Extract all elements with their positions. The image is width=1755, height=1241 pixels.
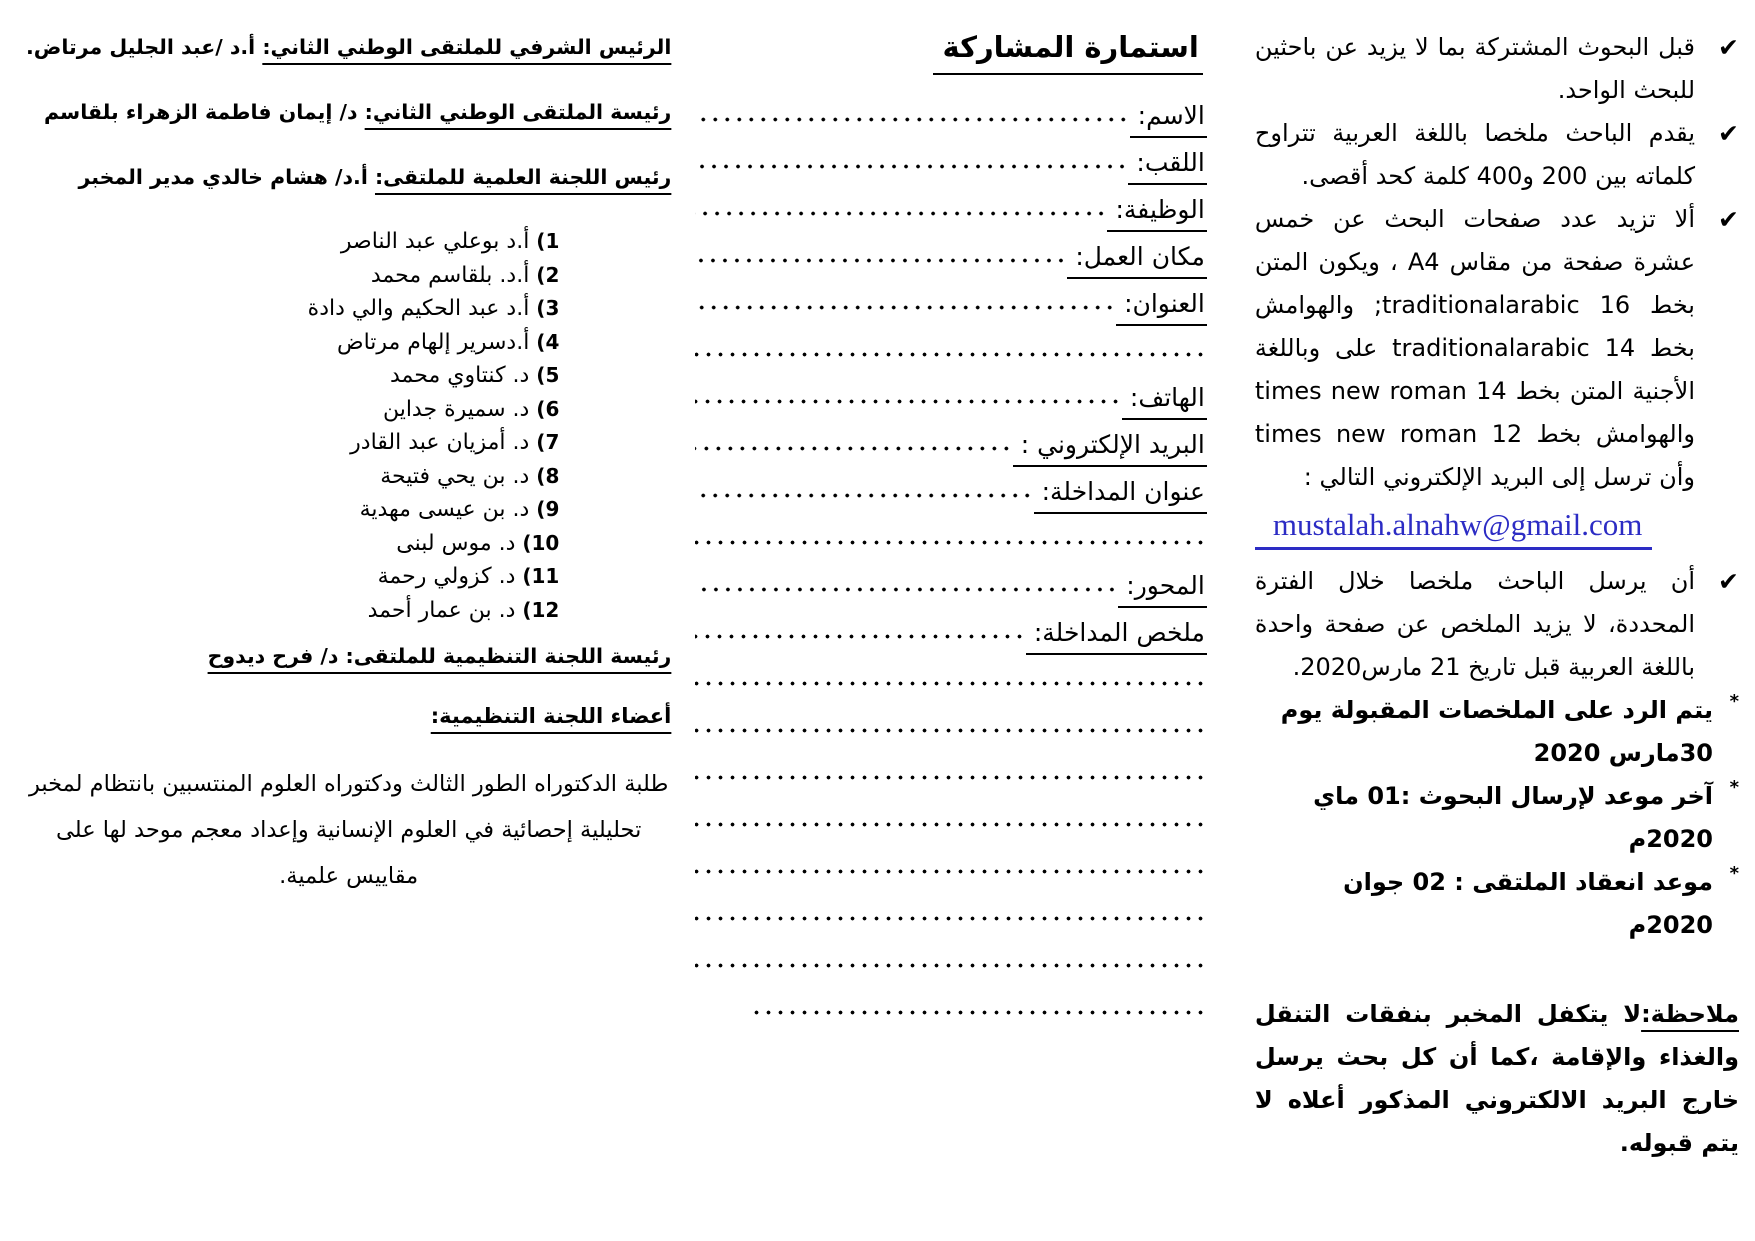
- dotted-line: [695, 348, 1207, 361]
- honorary-president-line: [26, 30, 671, 64]
- member-number: 7): [529, 430, 560, 454]
- form-row-dotted: [695, 655, 1207, 702]
- conference-president-name: د/ إيمان فاطمة الزهراء بلقاسم: [43, 100, 358, 124]
- dotted-line: [695, 395, 1122, 408]
- guideline-item: [1255, 198, 1739, 499]
- honorary-president-title: الرئيس الشرفي للملتقى الوطني الثاني:: [262, 35, 672, 59]
- dotted-line: [695, 160, 1128, 173]
- checkmark-icon: ✔: [1718, 567, 1739, 596]
- organizing-members-heading: [26, 699, 671, 733]
- checkmark-icon: ✔: [1718, 119, 1739, 148]
- dotted-line: [695, 207, 1107, 220]
- member-name: أ.د. بلقاسم محمد: [370, 262, 530, 288]
- form-row-dotted: [695, 890, 1207, 937]
- form-row: [695, 561, 1207, 608]
- member-name: د. بن عيسى مهدية: [359, 497, 530, 522]
- committee-member: [26, 359, 559, 393]
- guidelines-list: [1255, 26, 1739, 1165]
- member-number: 9): [529, 497, 560, 521]
- scientific-chair-title: رئيس اللجنة العلمية للملتقى:: [374, 165, 672, 189]
- form-row: [695, 91, 1207, 138]
- member-name: د. بن يحي فتيحة: [380, 463, 530, 489]
- dotted-line: [695, 959, 1207, 972]
- committee-column: [0, 0, 683, 1241]
- honorary-president-name: أ.د /عبد الجليل مرتاض.: [26, 35, 256, 59]
- conference-president-title: رئيسة الملتقى الوطني الثاني:: [364, 100, 672, 124]
- form-row-dotted: [695, 937, 1207, 984]
- member-number: 1): [529, 229, 560, 253]
- dotted-line: [695, 771, 1207, 784]
- form-row: [695, 467, 1207, 514]
- dotted-line: [695, 442, 1012, 455]
- committee-member: [26, 594, 559, 628]
- form-field-label: الوظيفة:: [1107, 194, 1206, 232]
- committee-member: [26, 292, 559, 326]
- guideline-text: أن يرسل الباحث ملخصا خلال الفترة المحددة، لا يزيد الملخص عن صفحة واحدة باللغة العربية قبل تاريخ 21 مارس2020.: [1254, 567, 1695, 681]
- form-row: [695, 232, 1207, 279]
- form-title-text: استمارة المشاركة: [933, 30, 1203, 75]
- form-field-label: ملخص المداخلة:: [1026, 617, 1207, 655]
- member-number: 11): [515, 564, 560, 588]
- form-row-dotted: [695, 843, 1207, 890]
- note-text: لا يتكفل المخبر بنفقات التنقل والغذاء والإقامة ،كما أن كل بحث يرسل خارج البريد الالكتروني المذكور أعلاه لا يتم قبوله.: [1254, 1000, 1739, 1157]
- form-field-label: الهاتف:: [1122, 382, 1207, 420]
- asterisk-icon: *: [1729, 691, 1739, 712]
- dotted-line: [695, 630, 1025, 643]
- member-name: د. بن عمار أحمد: [367, 597, 516, 623]
- form-row-dotted: [747, 984, 1207, 1031]
- organizing-chair-line: رئيسة اللجنة التنظيمية للملتقى: د/ فرح ديدوح: [207, 644, 672, 668]
- scientific-chair-line: [26, 160, 671, 194]
- form-field-label: المحور:: [1118, 570, 1207, 608]
- form-rows: [695, 91, 1207, 1031]
- member-number: 2): [529, 262, 560, 287]
- committee-member: [26, 326, 559, 360]
- form-row-dotted: [695, 514, 1207, 561]
- member-number: 3): [529, 296, 560, 320]
- form-row-dotted: [695, 702, 1207, 749]
- dotted-line: [695, 865, 1207, 878]
- deadline-item: [1255, 861, 1739, 947]
- email-row: [1255, 507, 1739, 550]
- form-row: [695, 185, 1207, 232]
- guideline-text: يقدم الباحث ملخصا باللغة العربية تتراوح كلماته بين 200 و400 كلمة كحد أقصى.: [1254, 119, 1695, 190]
- dotted-line: [695, 254, 1067, 267]
- form-row-dotted: [695, 749, 1207, 796]
- committee-member: [26, 426, 559, 460]
- deadline-item: [1255, 689, 1739, 775]
- dotted-line: [695, 818, 1207, 831]
- member-name: أ.د عبد الحكيم والي دادة: [307, 296, 530, 321]
- form-field-label: البريد الإلكتروني :: [1013, 429, 1207, 467]
- member-name: د. موس لبنى: [396, 530, 516, 556]
- form-row: [695, 608, 1207, 655]
- member-number: 5): [529, 363, 560, 387]
- member-number: 12): [515, 597, 560, 622]
- committee-member: [26, 560, 559, 594]
- member-name: أ.د بوعلي عبد الناصر: [340, 229, 530, 254]
- guideline-item: [1255, 26, 1739, 112]
- committee-member: [26, 460, 559, 494]
- form-field-label: الاسم:: [1130, 100, 1207, 138]
- note-label: ملاحظة:: [1641, 1000, 1739, 1028]
- dotted-line: [695, 301, 1116, 314]
- member-number: 8): [529, 463, 560, 488]
- form-title: [695, 30, 1203, 75]
- form-field-label: اللقب:: [1128, 147, 1206, 185]
- member-number: 4): [529, 329, 560, 354]
- deadline-text: آخر موعد لإرسال البحوث :01 ماي 2020م: [1313, 782, 1713, 853]
- form-row-dotted: [695, 326, 1207, 373]
- participation-form-column: [683, 0, 1213, 1241]
- dotted-line: [695, 912, 1207, 925]
- dotted-line: [695, 489, 1033, 502]
- scientific-chair-name: أ.د/ هشام خالدي مدير المخبر: [78, 165, 368, 189]
- committee-member: [26, 393, 559, 427]
- guideline-text: قبل البحوث المشتركة بما لا يزيد عن باحثين للبحث الواحد.: [1254, 33, 1695, 104]
- dotted-line: [695, 724, 1207, 737]
- form-row: [695, 138, 1207, 185]
- dotted-line: [695, 583, 1118, 596]
- committee-member: [26, 493, 559, 527]
- deadline-text: يتم الرد على الملخصات المقبولة يوم 30مارس 2020: [1280, 696, 1713, 767]
- form-row-dotted: [695, 796, 1207, 843]
- member-name: د. سميرة جداين: [382, 396, 530, 422]
- dotted-line: [695, 536, 1207, 549]
- checkmark-icon: ✔: [1718, 205, 1739, 234]
- member-name: د. كزولي رحمة: [377, 564, 516, 589]
- contact-email-link[interactable]: mustalah.alnahw@gmail.com: [1255, 507, 1652, 550]
- member-number: 10): [515, 530, 560, 555]
- committee-member: [26, 225, 559, 259]
- organizing-members-heading-text: أعضاء اللجنة التنظيمية:: [430, 704, 672, 728]
- conference-president-line: [26, 95, 671, 129]
- guidelines-column: [1213, 0, 1755, 1241]
- committee-member: [26, 259, 559, 293]
- organizing-members-text: طلبة الدكتوراه الطور الثالث ودكتوراه العلوم المنتسبين بانتظام لمخبر تحليلية إحصائية في العلوم الإنسانية وإعداد معجم موحد لها على مقاييس علمية.: [28, 771, 669, 889]
- member-number: 6): [529, 396, 560, 421]
- form-row: [695, 373, 1207, 420]
- form-field-label: مكان العمل:: [1067, 241, 1207, 279]
- guideline-item: [1255, 112, 1739, 198]
- asterisk-icon: *: [1729, 863, 1739, 884]
- checkmark-icon: ✔: [1718, 33, 1739, 62]
- form-row: [695, 279, 1207, 326]
- form-row: [695, 420, 1207, 467]
- deadline-text: موعد انعقاد الملتقى : 02 جوان 2020م: [1343, 868, 1713, 939]
- note: [1255, 993, 1739, 1165]
- committee-member: [26, 527, 559, 561]
- form-field-label: عنوان المداخلة:: [1034, 476, 1207, 514]
- member-name: د. كنتاوي محمد: [390, 363, 530, 388]
- guideline-text: ألا تزيد عدد صفحات البحث عن خمس عشرة صفحة من مقاس A4 ، ويكون المتن بخط 16 traditionalarabic; والهوامش بخط 14 traditionalarabic على وباللغة الأجنية المتن بخط 14 times new roman والهوامش بخط times new roman 12 وأن ترسل إلى البريد الإلكتروني التالي :: [1254, 205, 1696, 491]
- deadline-item: [1255, 775, 1739, 861]
- guideline-item: [1255, 560, 1739, 689]
- member-name: أ.دسرير إلهام مرتاض: [336, 329, 530, 355]
- dotted-line: [695, 113, 1129, 126]
- dotted-line: [695, 677, 1207, 690]
- member-name: د. أمزيان عبد القادر: [350, 430, 530, 455]
- asterisk-icon: *: [1729, 777, 1739, 798]
- dotted-line: [747, 1006, 1207, 1019]
- form-field-label: العنوان:: [1116, 288, 1207, 326]
- scientific-committee-list: [26, 225, 559, 627]
